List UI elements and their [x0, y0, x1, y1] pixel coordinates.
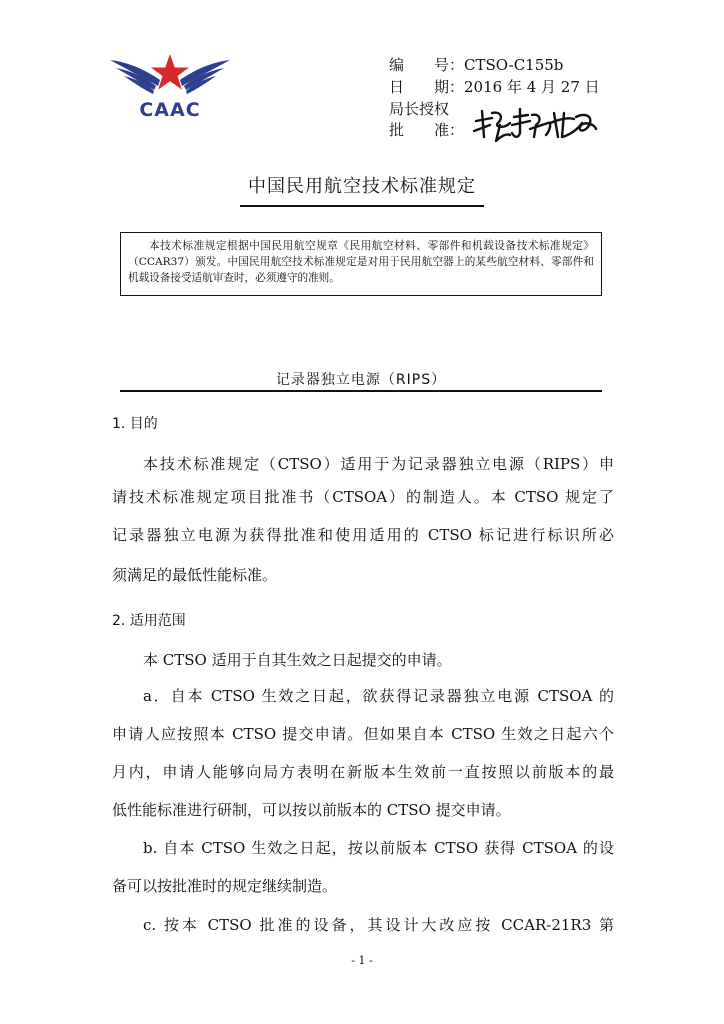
subtitle-underline	[120, 390, 602, 392]
approve-row	[389, 120, 464, 141]
document-number-value: CTSO-C155b	[464, 56, 564, 74]
title-underline	[240, 205, 484, 207]
paragraph-line: 申请人应按照本 CTSO 提交申请。但如果自本 CTSO 生效之日起六个	[112, 725, 614, 743]
document-number-row	[389, 55, 563, 76]
caac-logo	[106, 52, 234, 124]
document-date-value: 2016 年 4 月 27 日	[464, 78, 600, 96]
authorized-label: 局长授权	[389, 100, 450, 118]
paragraph-line: c. 按本 CTSO 批准的设备，其设计大改应按 CCAR-21R3 第	[143, 916, 614, 934]
paragraph-line: b. 自本 CTSO 生效之日起，按以前版本 CTSO 获得 CTSOA 的设	[143, 839, 614, 857]
logo-wordmark: CAAC	[139, 99, 201, 121]
paragraph-line: 本技术标准规定（CTSO）适用于为记录器独立电源（RIPS）申	[143, 455, 614, 473]
paragraph-line: 须满足的最低性能标准。	[112, 566, 278, 584]
document-subtitle: 记录器独立电源（RIPS）	[275, 372, 447, 388]
document-date-label: 日 期：	[389, 78, 465, 96]
paragraph-line: a．自本 CTSO 生效之日起，欲获得记录器独立电源 CTSOA 的	[143, 687, 614, 705]
main-title: 中国民用航空技术标准规定	[248, 176, 476, 197]
document-date-row	[389, 77, 600, 98]
section-heading-scope: 2. 适用范围	[112, 613, 186, 629]
section-heading-purpose: 1. 目的	[112, 416, 158, 432]
paragraph-line: 请技术标准规定项目批准书（CTSOA）的制造人。本 CTSO 规定了	[112, 488, 614, 506]
paragraph-line: 月内，申请人能够向局方表明在新版本生效前一直按照以前版本的最	[112, 763, 614, 781]
authorized-row	[389, 99, 449, 120]
approve-label: 批 准：	[389, 121, 465, 139]
paragraph-line: 本 CTSO 适用于自其生效之日起提交的申请。	[143, 651, 452, 669]
paragraph-line: 备可以按批准时的规定继续制造。	[112, 877, 338, 895]
paragraph-line: 低性能标准进行研制，可以按以前版本的 CTSO 提交申请。	[112, 801, 511, 819]
preamble-text: 本技术标准规定根据中国民用航空规章《民用航空材料、零部件和机载设备技术标准规定》（CCAR37）颁发。中国民用航空技术标准规定是对用于民用航空器上的某些航空材料、零部件和机载设备接受适航审查时，必须遵守的准则。	[128, 240, 594, 284]
document-number-label: 编 号：	[389, 56, 465, 74]
handwritten-signature	[470, 107, 600, 145]
page-number: - 1 -	[351, 954, 373, 967]
paragraph-line: 记录器独立电源为获得批准和使用适用的 CTSO 标记进行标识所必	[112, 526, 614, 544]
